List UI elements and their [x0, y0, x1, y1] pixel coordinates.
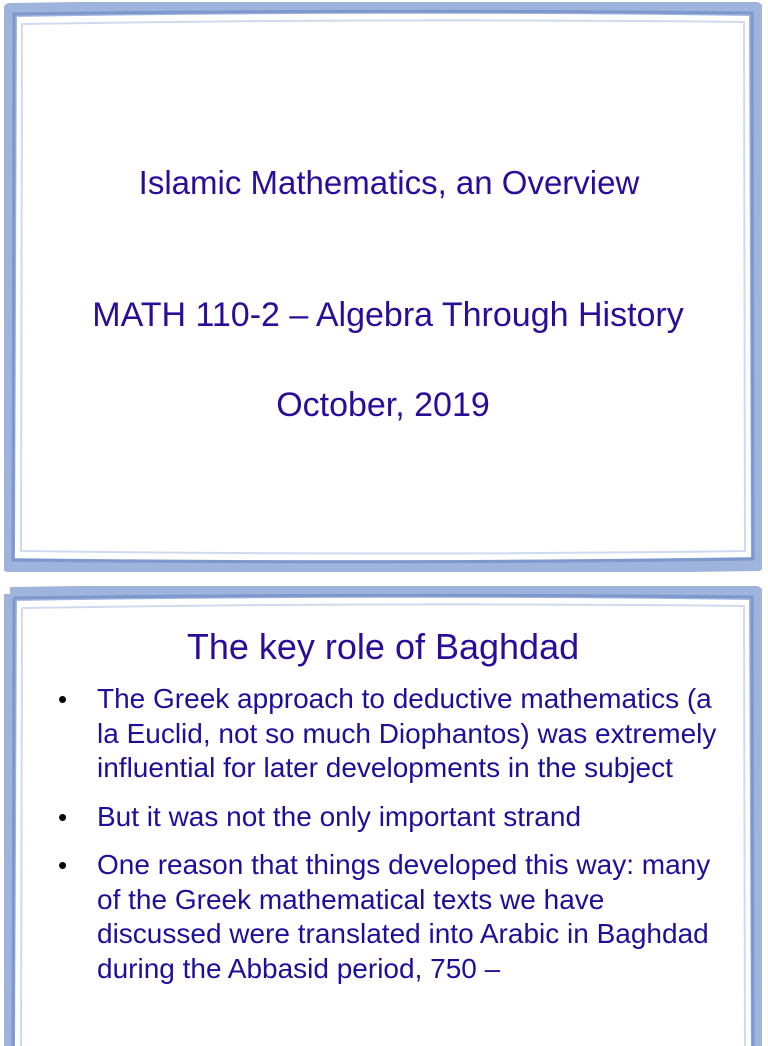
bullet-dot-icon: • [58, 850, 68, 880]
bullet-text: But it was not the only important strand [97, 800, 582, 832]
bullet-list [56, 682, 736, 1000]
content-slide [4, 586, 762, 1046]
course-name: MATH 110-2 – Algebra Through History [92, 296, 684, 334]
bullet-text: One reason that things developed this way: many of the Greek mathematical texts we have discussed were translated into Arabic in Baghdad during the Abbasid period, 750 – [97, 849, 711, 984]
slide-title: The key role of Baghdad [186, 626, 580, 667]
bullet-dot-icon: • [58, 684, 68, 714]
title-slide [4, 2, 762, 572]
list-item [56, 848, 736, 986]
slide-title: Islamic Mathematics, an Overview [138, 164, 640, 201]
chalk-frame-border [4, 2, 762, 572]
list-item [56, 800, 736, 835]
bullet-dot-icon: • [58, 801, 68, 832]
presentation-date: October, 2019 [276, 386, 490, 424]
list-item [56, 682, 736, 786]
bullet-text: The Greek approach to deductive mathematics (a la Euclid, not so much Diophantos) was extremely influential for later developments in the subject [97, 683, 717, 783]
